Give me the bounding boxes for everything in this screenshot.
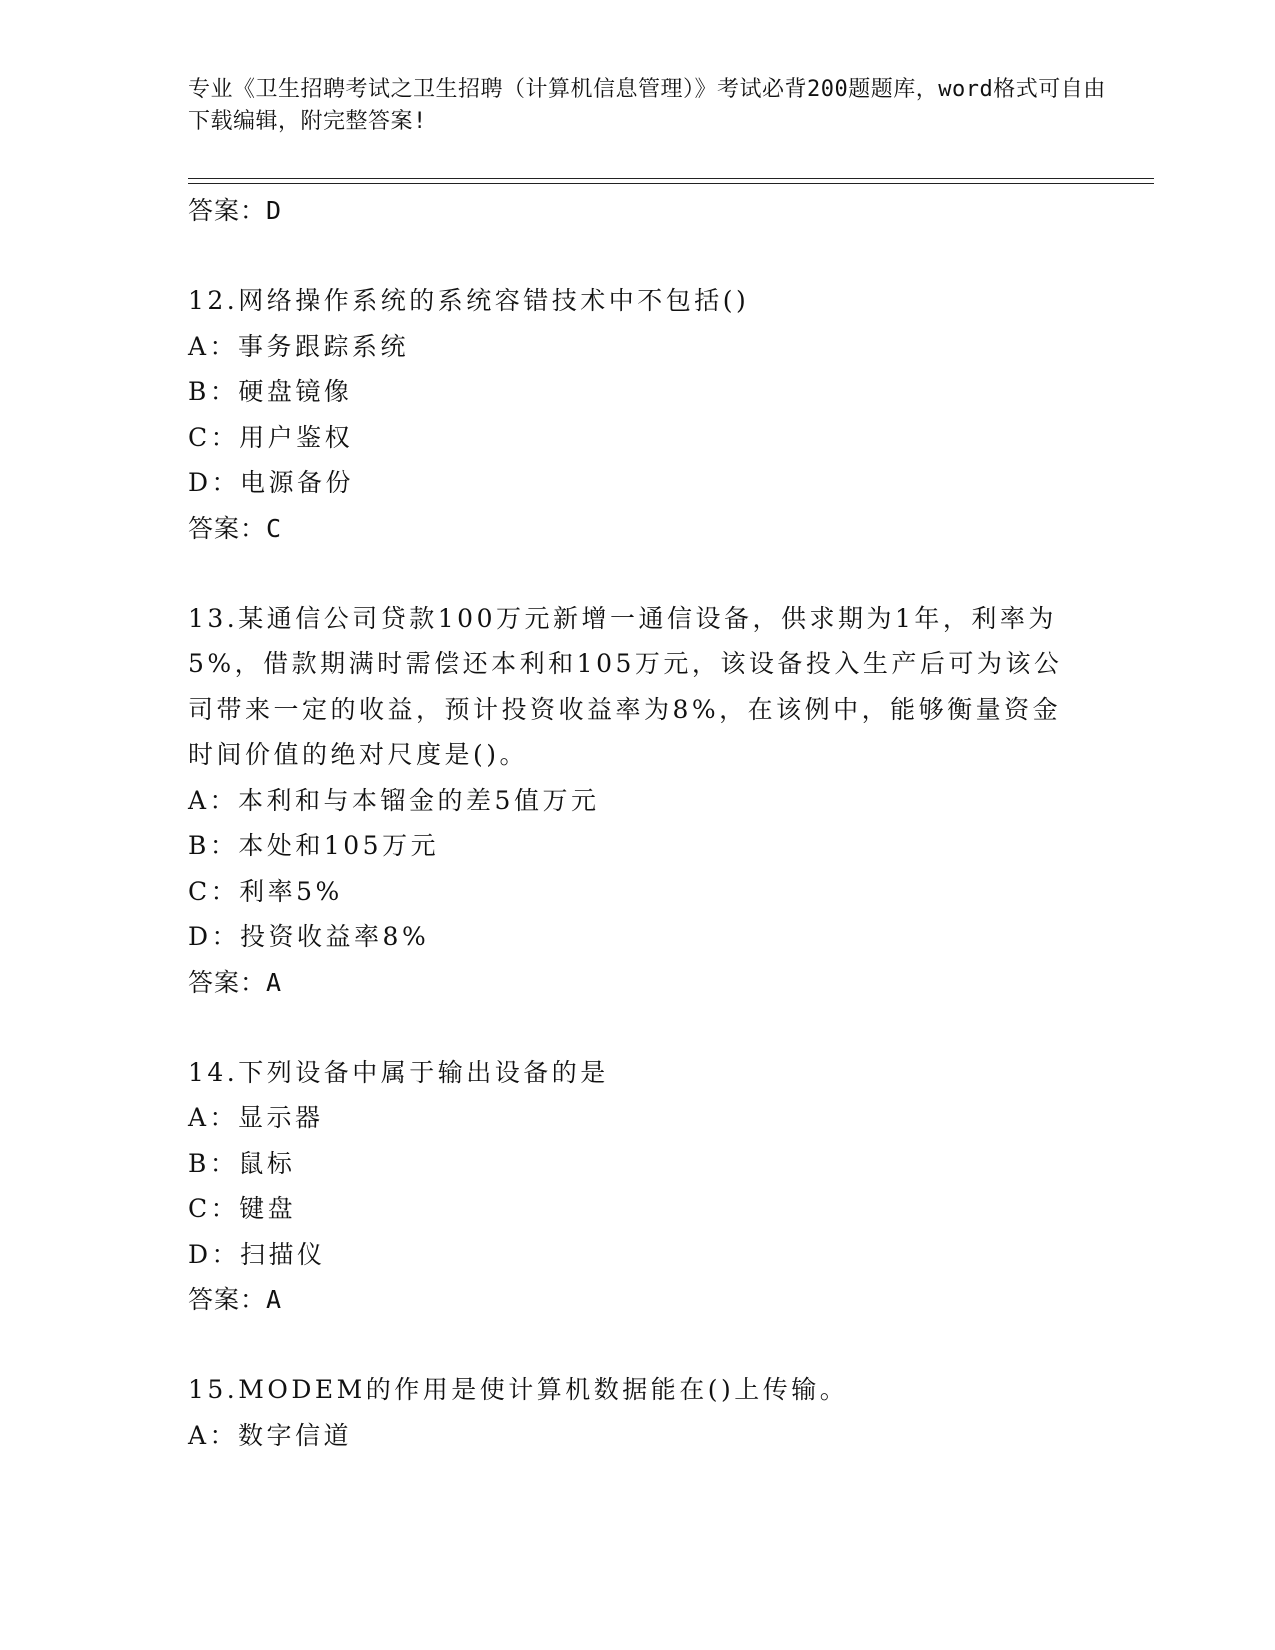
option-b: B：鼠标: [188, 1148, 296, 1178]
option-d: D：投资收益率8%: [188, 922, 430, 951]
option-c: C：利率5%: [188, 876, 343, 906]
question-item: [188, 278, 1108, 551]
option-a: A：数字信道: [188, 1420, 353, 1450]
answer-line: 答案：A: [188, 1285, 283, 1314]
question-stem: 12.网络操作系统的系统容错技术中不包括(): [188, 286, 750, 315]
question-stem: 14.下列设备中属于输出设备的是: [188, 1057, 609, 1087]
option-a: A：显示器: [188, 1103, 324, 1132]
header-divider-top: [188, 178, 1154, 179]
question-item: [188, 1050, 1108, 1323]
question-item: [188, 596, 1108, 1005]
header-divider-bottom: [188, 183, 1154, 184]
option-c: C：键盘: [188, 1194, 297, 1223]
option-d: D：电源备份: [188, 468, 355, 497]
option-c: C：用户鉴权: [188, 422, 354, 452]
option-a: A：本利和与本镏金的差5值万元: [188, 785, 600, 815]
question-stem: 13.某通信公司贷款100万元新增一通信设备，供求期为1年，利率为5%，借款期满时需偿还本利和105万元，该设备投入生产后可为该公司带来一定的收益，预计投资收益率为8%，在该例中，能够衡量资金时间价值的绝对尺度是()。: [188, 603, 1063, 769]
answer-line: 答案：C: [188, 513, 283, 543]
option-d: D：扫描仪: [188, 1239, 326, 1269]
option-b: B：硬盘镜像: [188, 377, 353, 406]
question-stem: 15.MODEM的作用是使计算机数据能在()上传输。: [188, 1375, 849, 1404]
question-item: [188, 1367, 1108, 1458]
answer-line: 答案：D: [188, 196, 283, 225]
page-content: [188, 188, 1108, 1458]
option-a: A：事务跟踪系统: [188, 331, 410, 361]
answer-line: 答案：A: [188, 967, 283, 997]
option-b: B：本处和105万元: [188, 831, 440, 860]
document-header: 专业《卫生招聘考试之卫生招聘（计算机信息管理）》考试必背200题题库，word格式可自由下载编辑，附完整答案!: [188, 77, 1106, 134]
